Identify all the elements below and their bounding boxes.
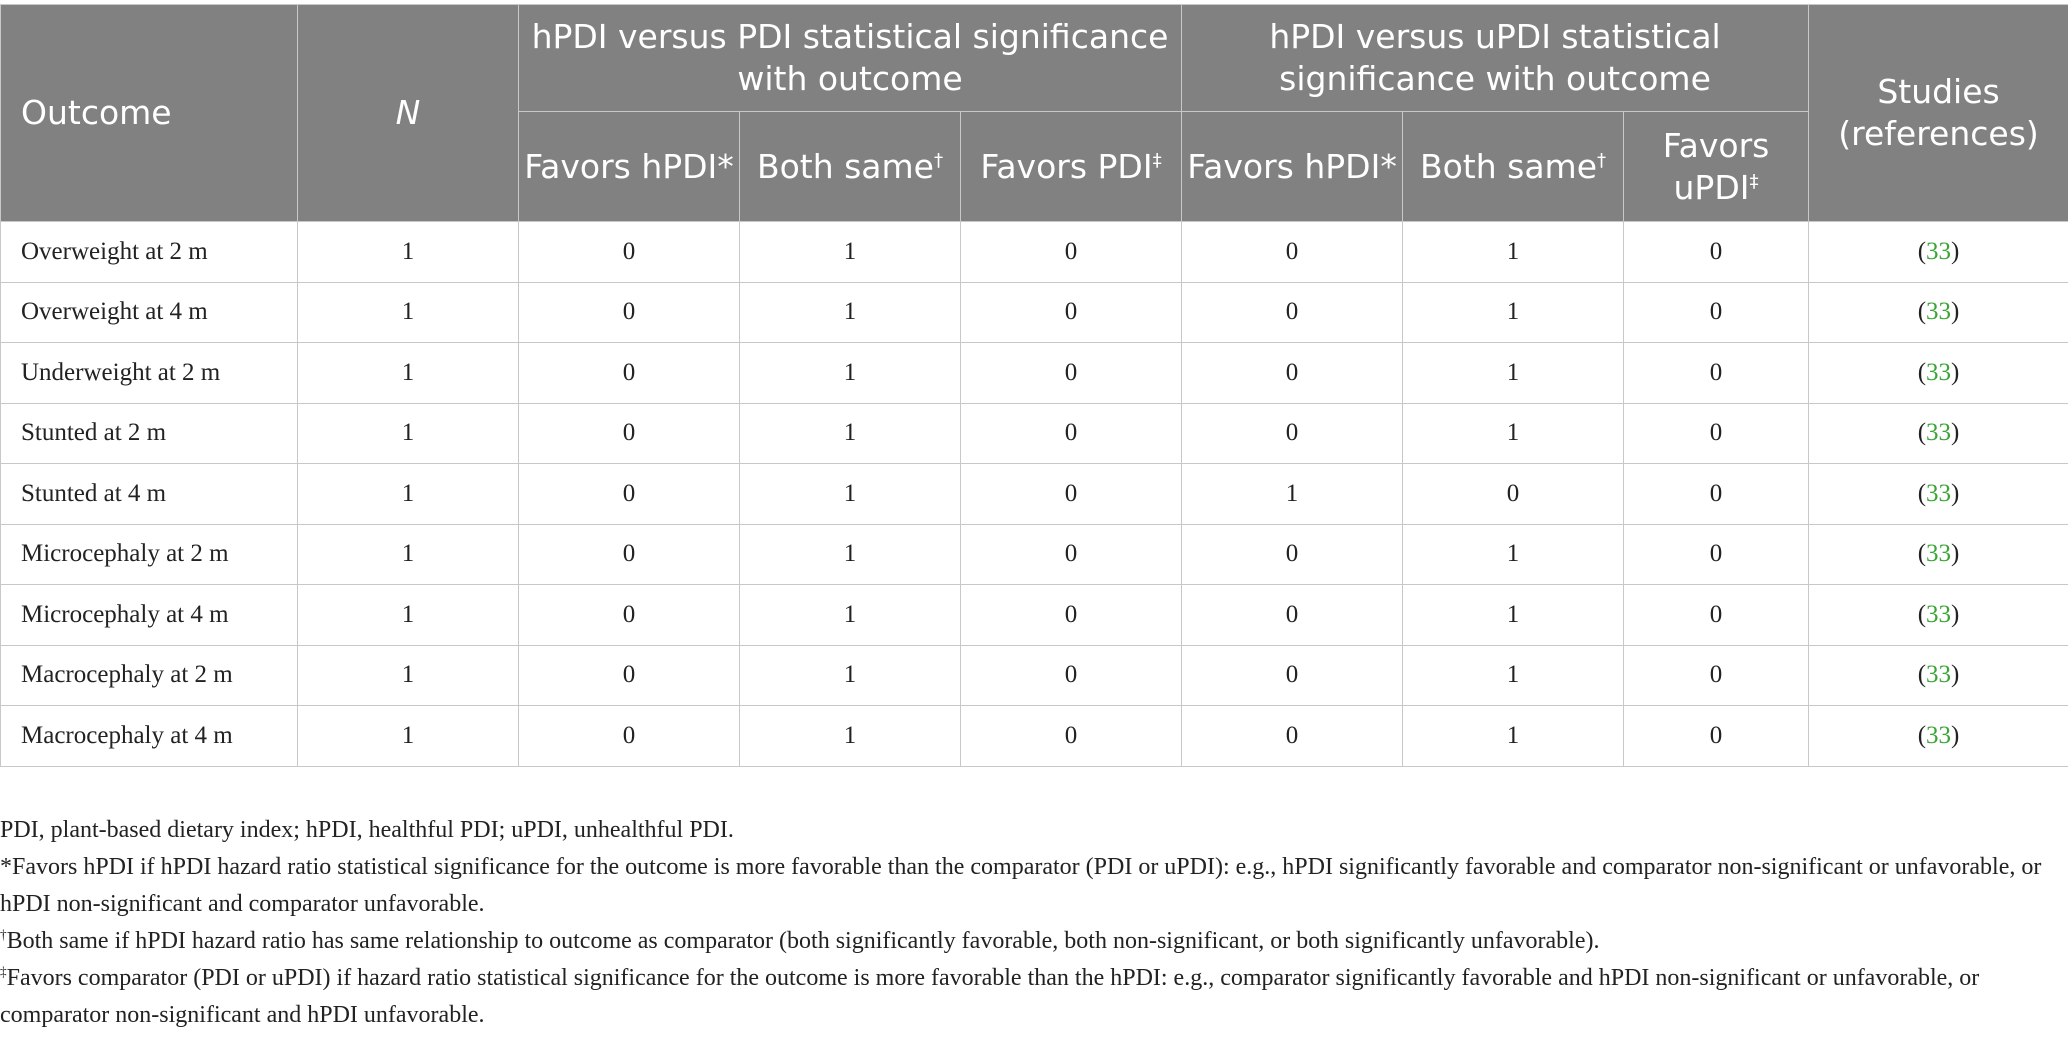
cell-g2-favors: 0 — [1182, 585, 1403, 646]
cell-g2-same: 1 — [1403, 585, 1624, 646]
cell-g1-favors: 0 — [519, 403, 740, 464]
footnote-dagger: †Both same if hPDI hazard ratio has same relationship to outcome as comparator (both significantly favorable, both non-significant, or both significantly unfavorable). — [0, 927, 1600, 954]
cell-reference: (33) — [1809, 645, 2068, 706]
cell-g2-favors: 1 — [1182, 464, 1403, 525]
cell-g2-comp: 0 — [1624, 645, 1809, 706]
cell-g1-same: 1 — [740, 524, 961, 585]
cell-g1-favors: 0 — [519, 222, 740, 283]
cell-g1-comp: 0 — [961, 706, 1182, 767]
footnote-abbreviations: PDI, plant-based dietary index; hPDI, healthful PDI; uPDI, unhealthful PDI. — [0, 817, 734, 843]
cell-n: 1 — [298, 464, 519, 525]
results-table — [0, 4, 2068, 767]
cell-g2-same: 1 — [1403, 343, 1624, 404]
footnote-star: *Favors hPDI if hPDI hazard ratio statistical significance for the outcome is more favorable than the comparator (PDI or uPDI): e.g., hPDI significantly favorable and comparator non-significant or unfavorable, or hPDI non-significant and comparator unfavorable. — [0, 854, 2042, 917]
header-g2-favors-hpdi: Favors hPDI* — [1182, 112, 1403, 222]
cell-g1-comp: 0 — [961, 403, 1182, 464]
cell-outcome: Overweight at 2 m — [1, 222, 298, 283]
cell-g2-favors: 0 — [1182, 706, 1403, 767]
cell-outcome: Microcephaly at 2 m — [1, 524, 298, 585]
cell-g2-favors: 0 — [1182, 282, 1403, 343]
cell-g2-same: 0 — [1403, 464, 1624, 525]
cell-g1-same: 1 — [740, 403, 961, 464]
cell-g2-comp: 0 — [1624, 403, 1809, 464]
cell-g1-same: 1 — [740, 464, 961, 525]
reference-link[interactable]: 33 — [1926, 419, 1952, 447]
table-row — [1, 585, 2068, 646]
cell-g1-comp: 0 — [961, 524, 1182, 585]
reference-link[interactable]: 33 — [1926, 721, 1952, 749]
cell-g1-same: 1 — [740, 222, 961, 283]
cell-g1-same: 1 — [740, 706, 961, 767]
cell-g1-favors: 0 — [519, 464, 740, 525]
cell-n: 1 — [298, 403, 519, 464]
table-row — [1, 343, 2068, 404]
cell-reference: (33) — [1809, 282, 2068, 343]
header-group-hpdi-vs-updi: hPDI versus uPDI statistical significance with outcome — [1182, 5, 1809, 112]
cell-n: 1 — [298, 645, 519, 706]
cell-outcome: Macrocephaly at 2 m — [1, 645, 298, 706]
cell-reference: (33) — [1809, 464, 2068, 525]
table-body — [1, 222, 2068, 767]
cell-g1-favors: 0 — [519, 282, 740, 343]
cell-g2-favors: 0 — [1182, 524, 1403, 585]
header-g1-favors-pdi: Favors PDI‡ — [961, 112, 1182, 222]
cell-reference: (33) — [1809, 403, 2068, 464]
cell-outcome: Overweight at 4 m — [1, 282, 298, 343]
cell-g1-same: 1 — [740, 282, 961, 343]
cell-g1-favors: 0 — [519, 585, 740, 646]
cell-g2-comp: 0 — [1624, 464, 1809, 525]
cell-g1-favors: 0 — [519, 524, 740, 585]
cell-g2-same: 1 — [1403, 403, 1624, 464]
table-row — [1, 222, 2068, 283]
cell-reference: (33) — [1809, 585, 2068, 646]
cell-g2-comp: 0 — [1624, 585, 1809, 646]
cell-g1-comp: 0 — [961, 343, 1182, 404]
cell-n: 1 — [298, 222, 519, 283]
cell-g1-comp: 0 — [961, 585, 1182, 646]
header-g1-both-same: Both same† — [740, 112, 961, 222]
table-row — [1, 645, 2068, 706]
cell-n: 1 — [298, 343, 519, 404]
cell-g1-comp: 0 — [961, 464, 1182, 525]
cell-g2-favors: 0 — [1182, 403, 1403, 464]
reference-link[interactable]: 33 — [1926, 600, 1952, 628]
cell-g2-comp: 0 — [1624, 282, 1809, 343]
cell-g2-comp: 0 — [1624, 222, 1809, 283]
table-row — [1, 524, 2068, 585]
cell-g2-comp: 0 — [1624, 343, 1809, 404]
table-container — [0, 4, 2068, 767]
cell-g1-comp: 0 — [961, 645, 1182, 706]
header-n: N — [298, 5, 519, 222]
cell-g1-comp: 0 — [961, 282, 1182, 343]
header-outcome: Outcome — [1, 5, 298, 222]
table-row — [1, 464, 2068, 525]
header-g2-both-same: Both same† — [1403, 112, 1624, 222]
cell-g2-same: 1 — [1403, 706, 1624, 767]
table-row — [1, 403, 2068, 464]
table-row — [1, 706, 2068, 767]
cell-reference: (33) — [1809, 706, 2068, 767]
header-group-hpdi-vs-pdi: hPDI versus PDI statistical significance with outcome — [519, 5, 1182, 112]
cell-g2-comp: 0 — [1624, 524, 1809, 585]
cell-g2-same: 1 — [1403, 524, 1624, 585]
cell-outcome: Macrocephaly at 4 m — [1, 706, 298, 767]
header-studies: Studies (references) — [1809, 5, 2068, 222]
cell-reference: (33) — [1809, 222, 2068, 283]
cell-g1-favors: 0 — [519, 645, 740, 706]
cell-g1-favors: 0 — [519, 706, 740, 767]
cell-g1-same: 1 — [740, 585, 961, 646]
cell-g2-comp: 0 — [1624, 706, 1809, 767]
header-g1-favors-hpdi: Favors hPDI* — [519, 112, 740, 222]
reference-link[interactable]: 33 — [1926, 298, 1952, 326]
header-g2-favors-updi: Favors uPDI‡ — [1624, 112, 1809, 222]
table-row — [1, 282, 2068, 343]
cell-g1-favors: 0 — [519, 343, 740, 404]
cell-n: 1 — [298, 706, 519, 767]
reference-link[interactable]: 33 — [1926, 358, 1952, 386]
cell-g2-favors: 0 — [1182, 645, 1403, 706]
reference-link[interactable]: 33 — [1926, 661, 1952, 689]
cell-reference: (33) — [1809, 524, 2068, 585]
table-header — [1, 5, 2068, 222]
cell-outcome: Microcephaly at 4 m — [1, 585, 298, 646]
cell-n: 1 — [298, 524, 519, 585]
cell-n: 1 — [298, 585, 519, 646]
reference-link[interactable]: 33 — [1926, 479, 1952, 507]
cell-g1-comp: 0 — [961, 222, 1182, 283]
cell-g1-same: 1 — [740, 343, 961, 404]
cell-outcome: Stunted at 2 m — [1, 403, 298, 464]
footnotes — [0, 812, 2068, 1034]
cell-reference: (33) — [1809, 343, 2068, 404]
reference-link[interactable]: 33 — [1926, 237, 1952, 265]
cell-g2-same: 1 — [1403, 645, 1624, 706]
cell-g2-same: 1 — [1403, 222, 1624, 283]
cell-g2-favors: 0 — [1182, 343, 1403, 404]
cell-outcome: Stunted at 4 m — [1, 464, 298, 525]
cell-g2-same: 1 — [1403, 282, 1624, 343]
cell-n: 1 — [298, 282, 519, 343]
cell-outcome: Underweight at 2 m — [1, 343, 298, 404]
cell-g1-same: 1 — [740, 645, 961, 706]
footnote-double-dagger: ‡Favors comparator (PDI or uPDI) if hazard ratio statistical significance for the outcome is more favorable than the hPDI: e.g., comparator significantly favorable and hPDI non-significant or unfavorable, or comparator non-significant and hPDI unfavorable. — [0, 964, 1980, 1028]
reference-link[interactable]: 33 — [1926, 540, 1952, 568]
cell-g2-favors: 0 — [1182, 222, 1403, 283]
